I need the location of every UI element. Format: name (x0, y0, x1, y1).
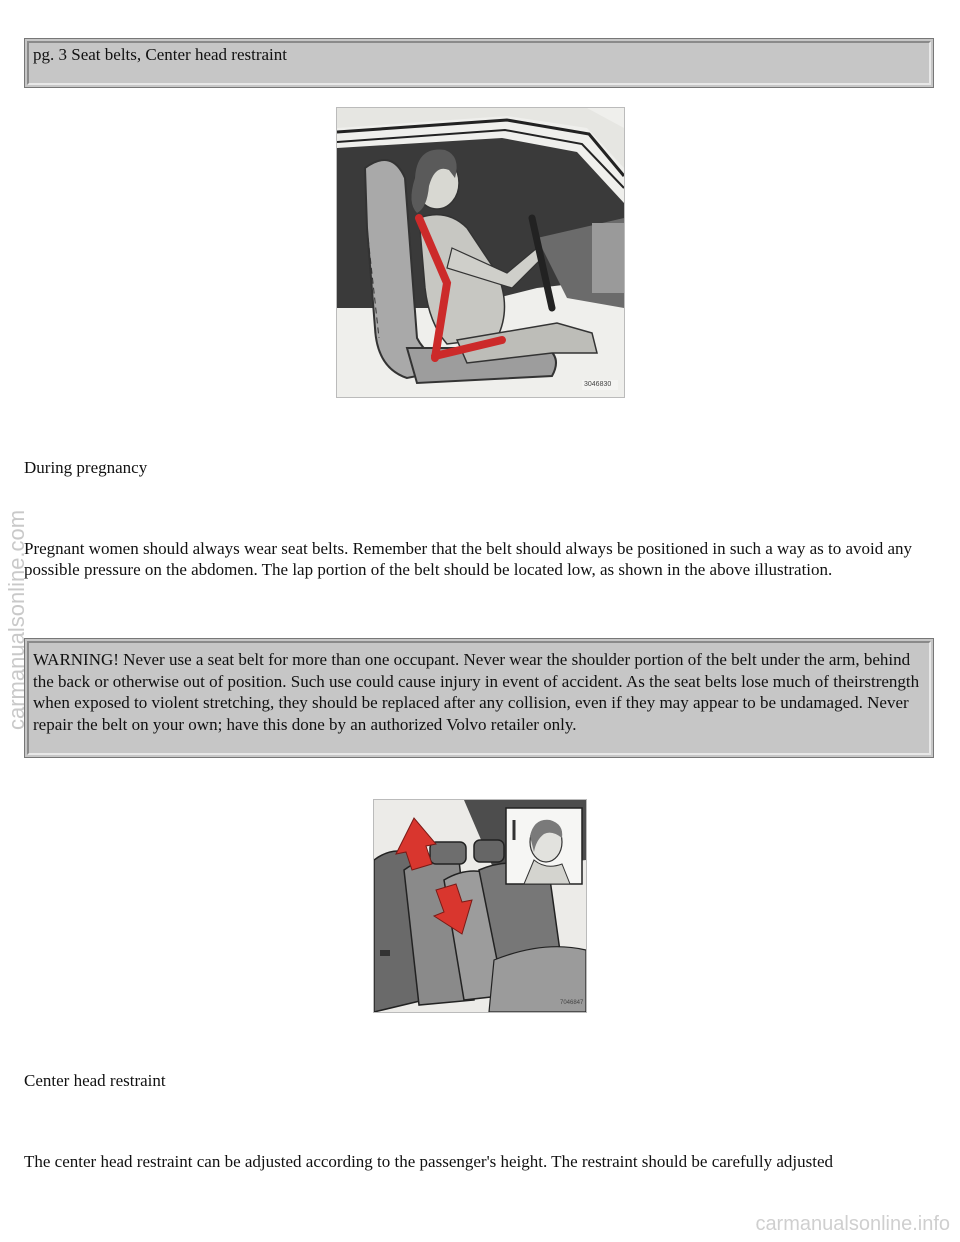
page-header-inner (27, 41, 931, 85)
pregnancy-seatbelt-illustration (336, 107, 625, 398)
bottom-watermark: carmanualsonline.info (755, 1213, 950, 1235)
section-heading-center-head-restraint: Center head restraint (24, 1071, 166, 1090)
figure-code-2: 7046847 (560, 1000, 584, 1006)
center-head-restraint-paragraph: The center head restraint can be adjusted according to the passenger's height. The restraint should be carefully adjusted (24, 1152, 834, 1171)
figure-code-1: 3046830 (584, 381, 612, 388)
section-heading-pregnancy: During pregnancy (24, 458, 148, 477)
pregnancy-paragraph: Pregnant women should always wear seat belts. Remember that the belt should always be positioned in such a way as to avoid any possible pressure on the abdomen. The lap portion of the belt should be located low, as shown in the above illustration. (24, 539, 913, 579)
side-watermark: carmanualsonline.com (4, 509, 29, 730)
warning-text: WARNING! Never use a seat belt for more than one occupant. Never wear the shoulder portion of the belt under the arm, behind the back or otherwise out of position. Such use could cause injury in event of accident. As the seat belts lose much of theirstrength when exposed to violent stretching, they should be replaced after any collision, even if they may appear to be undamaged. Never repair the belt on your own; have this done by an authorized Volvo retailer only. (27, 641, 931, 755)
center-head-restraint-illustration (373, 799, 587, 1013)
page-header-box (24, 38, 934, 88)
page-title: pg. 3 Seat belts, Center head restraint (33, 45, 287, 64)
warning-box (24, 638, 934, 758)
